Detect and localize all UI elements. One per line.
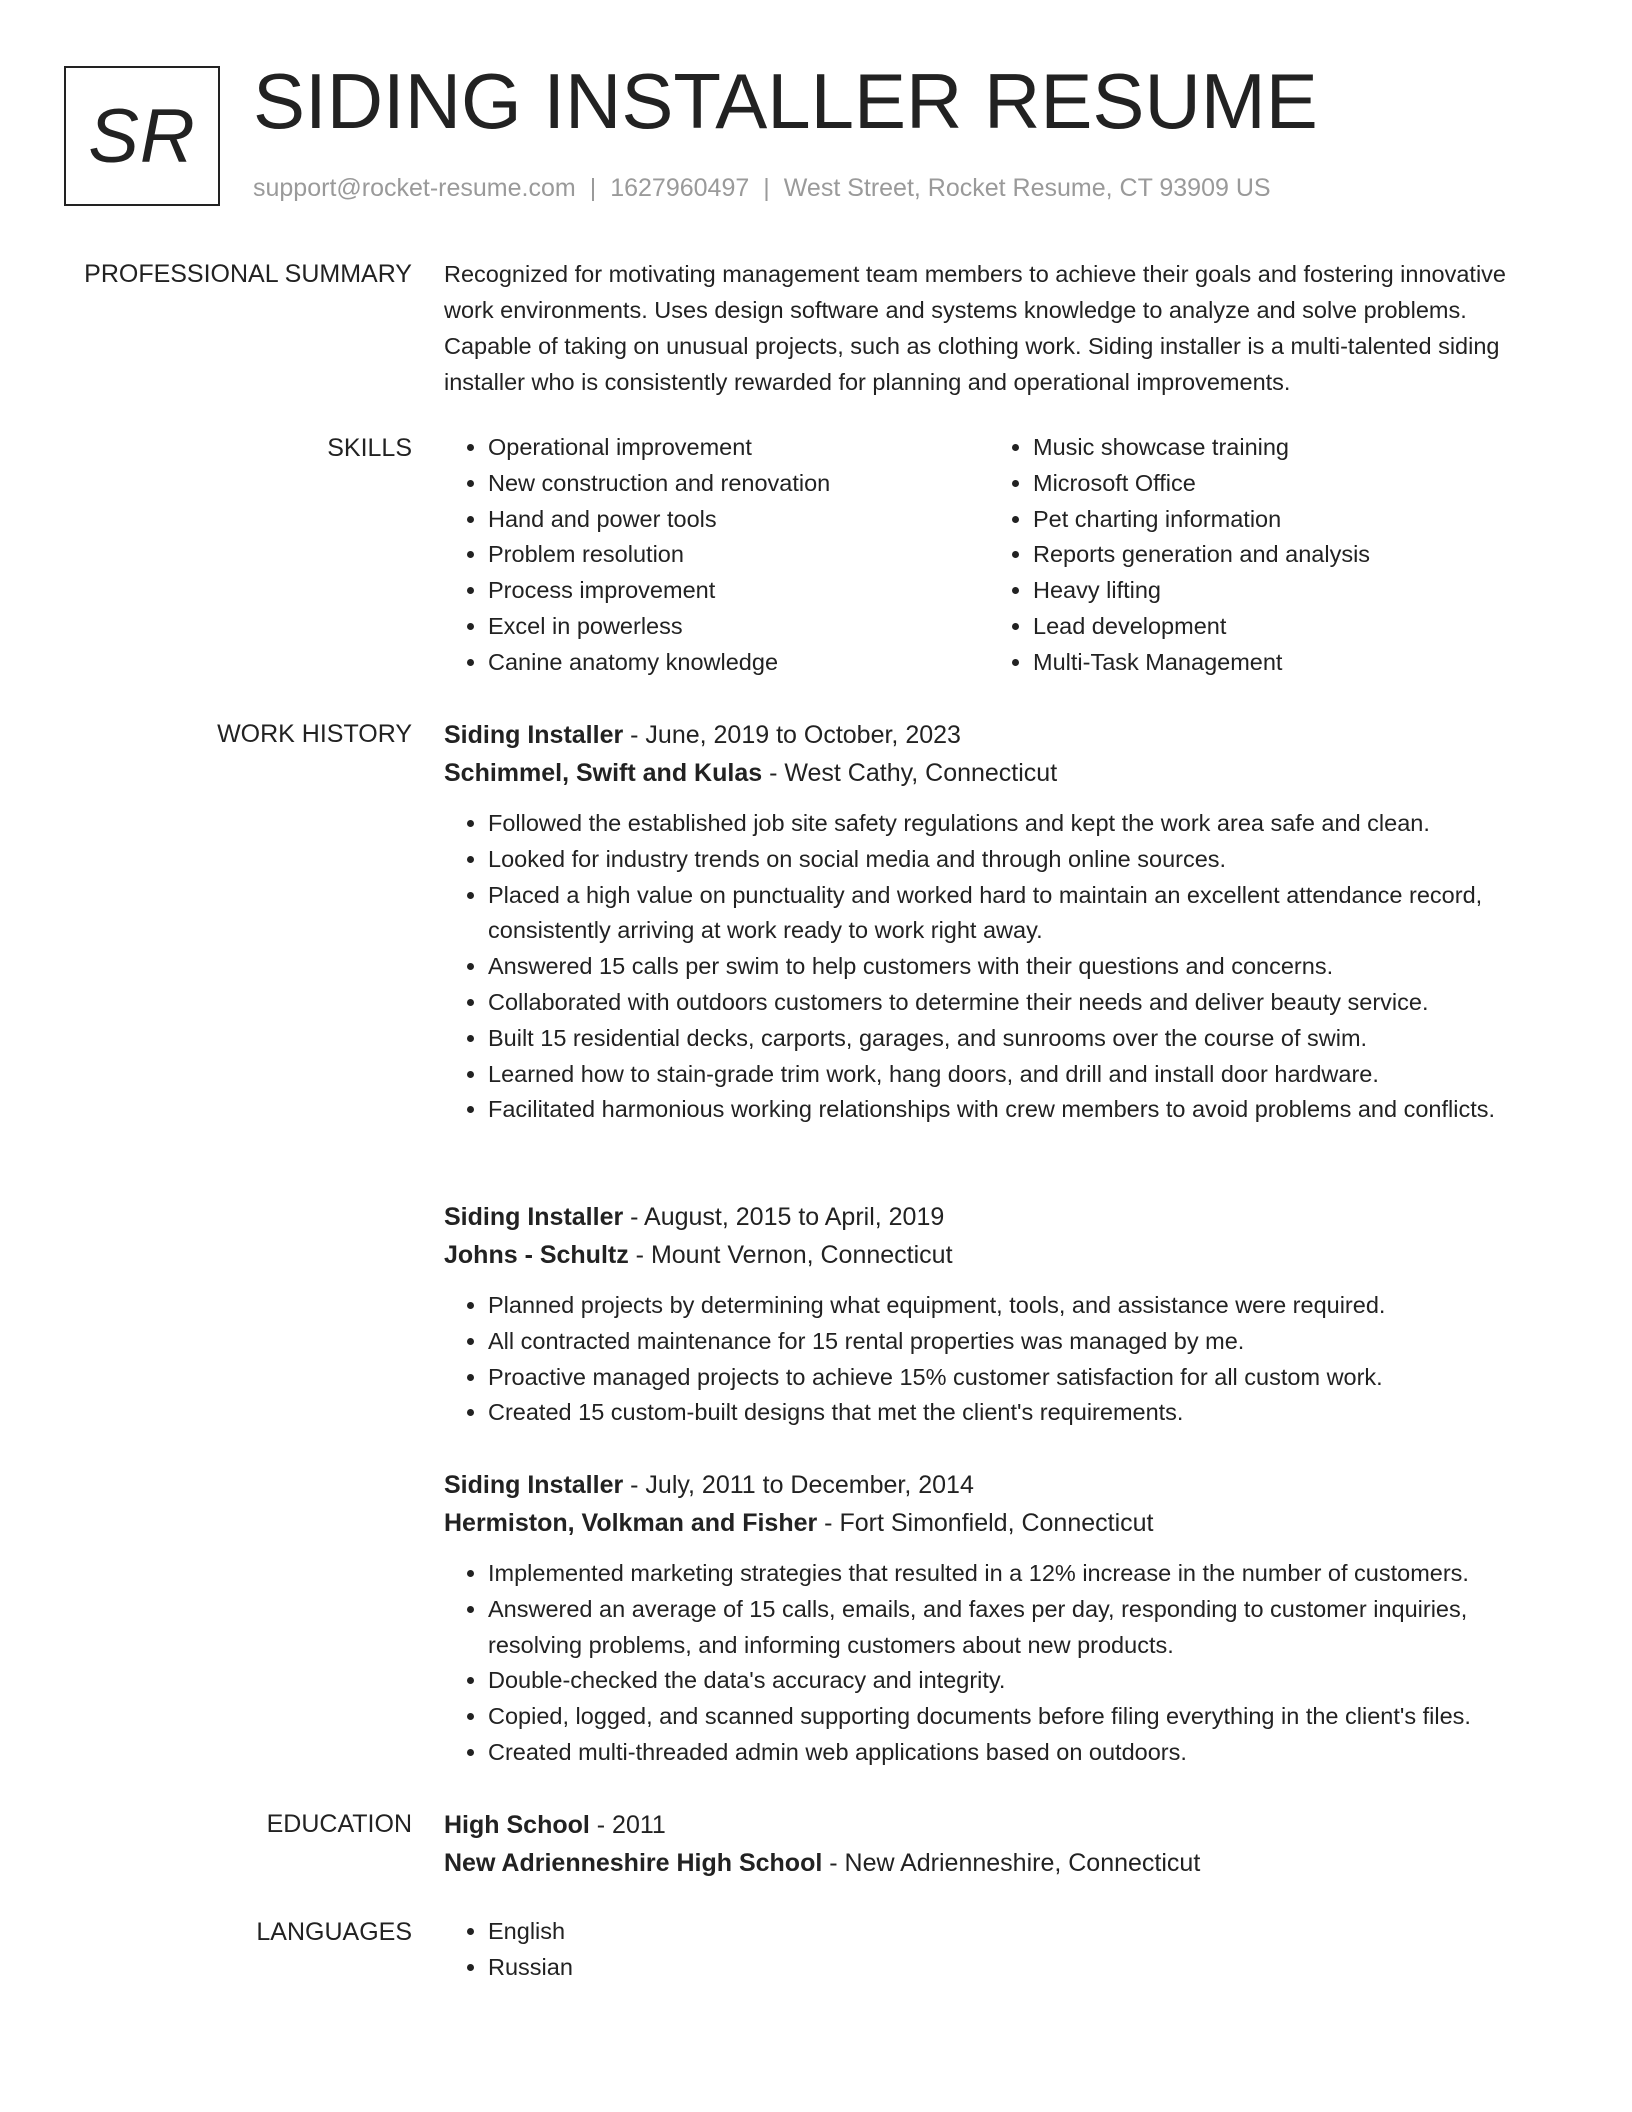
language-item: • Russian: [488, 1950, 1534, 1986]
job-bullet: • Double-checked the data's accuracy and integrity.: [488, 1663, 1534, 1699]
contact-address: West Street, Rocket Resume, CT 93909 US: [783, 174, 1271, 202]
skills-body: [444, 430, 1534, 681]
section-label-education: EDUCATION: [266, 1810, 412, 1838]
summary-text: Recognized for motivating management team members to achieve their goals and fostering innovative work environments. Uses design software and systems knowledge to analyze and solve problems. Capable of taking on unusual projects, such as clothing work. Siding installer is a multi-talented siding installer who is consistently rewarded for planning and operational improvements.: [444, 261, 1506, 395]
education-year: - 2011: [589, 1811, 666, 1839]
job-bullet: • Collaborated with outdoors customers to determine their needs and deliver beauty service.: [488, 985, 1534, 1021]
job-dates: - June, 2019 to October, 2023: [623, 721, 961, 749]
job-company: Johns - Schultz: [444, 1241, 629, 1269]
job-bullet: • Proactive managed projects to achieve 15% customer satisfaction for all custom work.: [488, 1360, 1534, 1396]
section-label-summary: PROFESSIONAL SUMMARY: [84, 260, 412, 288]
job-location: - Fort Simonfield, Connecticut: [817, 1509, 1154, 1537]
education-degree-line: [444, 1806, 1534, 1844]
job-bullet: • Answered 15 calls per swim to help customers with their questions and concerns.: [488, 949, 1534, 985]
skill-item: • Heavy lifting: [1033, 573, 1534, 609]
job-bullet: • Answered an average of 15 calls, emails, and faxes per day, responding to customer inquiries, resolving problems, and informing customers about new products.: [488, 1592, 1534, 1664]
job-bullet: • Placed a high value on punctuality and worked hard to maintain an excellent attendance record, consistently arriving at work ready to work right away.: [488, 878, 1534, 950]
job-bullet: • Looked for industry trends on social media and through online sources.: [488, 842, 1534, 878]
job-title: Siding Installer: [444, 721, 624, 749]
skill-item: • Multi-Task Management: [1033, 645, 1534, 681]
resume-title: SIDING INSTALLER RESUME: [253, 57, 1318, 145]
job-bullet: • Created 15 custom-built designs that met the client's requirements.: [488, 1395, 1534, 1431]
job-bullet: • All contracted maintenance for 15 rental properties was managed by me.: [488, 1324, 1534, 1360]
section-label-work-history: WORK HISTORY: [217, 720, 412, 748]
languages-list: [444, 1914, 1534, 1986]
job-entry: [444, 1198, 1534, 1431]
job-title: Siding Installer: [444, 1471, 624, 1499]
contact-separator: |: [589, 174, 597, 202]
job-bullet: • Followed the established job site safety regulations and kept the work area safe and clean.: [488, 806, 1534, 842]
language-item: • English: [488, 1914, 1534, 1950]
skill-item: • Excel in powerless: [488, 609, 989, 645]
job-company: Hermiston, Volkman and Fisher: [444, 1509, 818, 1537]
job-bullet: • Learned how to stain-grade trim work, hang doors, and drill and install door hardware.: [488, 1057, 1534, 1093]
summary-body: [444, 256, 1534, 400]
skill-item: • Operational improvement: [488, 430, 989, 466]
skill-item: • New construction and renovation: [488, 466, 989, 502]
job-location: - West Cathy, Connecticut: [762, 759, 1058, 787]
education-location: - New Adrienneshire, Connecticut: [822, 1849, 1201, 1877]
skill-item: • Microsoft Office: [1033, 466, 1534, 502]
education-body: [444, 1806, 1534, 1882]
job-entry: [444, 716, 1534, 1128]
job-bullet: • Implemented marketing strategies that resulted in a 12% increase in the number of customers.: [488, 1556, 1534, 1592]
section-label-languages: LANGUAGES: [256, 1918, 412, 1946]
job-bullet: • Copied, logged, and scanned supporting documents before filing everything in the client's files.: [488, 1699, 1534, 1735]
contact-phone: 1627960497: [610, 174, 750, 202]
job-dates: - August, 2015 to April, 2019: [623, 1203, 945, 1231]
job-bullet: • Built 15 residential decks, carports, garages, and sunrooms over the course of swim.: [488, 1021, 1534, 1057]
skill-item: • Canine anatomy knowledge: [488, 645, 989, 681]
job-company-line: [444, 1504, 1534, 1542]
job-company: Schimmel, Swift and Kulas: [444, 759, 763, 787]
education-degree: High School: [444, 1811, 590, 1839]
skill-item: • Pet charting information: [1033, 502, 1534, 538]
section-label-skills: SKILLS: [327, 434, 412, 462]
job-bullet: • Facilitated harmonious working relationships with crew members to avoid problems and conflicts.: [488, 1092, 1534, 1128]
education-school: New Adrienneshire High School: [444, 1849, 823, 1877]
skill-item: • Process improvement: [488, 573, 989, 609]
job-title: Siding Installer: [444, 1203, 624, 1231]
job-bullet: • Planned projects by determining what equipment, tools, and assistance were required.: [488, 1288, 1534, 1324]
job-bullet: • Created multi-threaded admin web applications based on outdoors.: [488, 1735, 1534, 1771]
job-bullets: [444, 1288, 1534, 1431]
job-title-line: [444, 1198, 1534, 1236]
contact-line: [253, 174, 1271, 203]
education-school-line: [444, 1844, 1534, 1882]
skills-grid: [444, 430, 1534, 681]
skills-list-right: [989, 430, 1534, 681]
monogram-logo: SR: [64, 66, 220, 206]
job-title-line: [444, 1466, 1534, 1504]
skill-item: • Lead development: [1033, 609, 1534, 645]
skill-item: • Problem resolution: [488, 537, 989, 573]
job-company-line: [444, 1236, 1534, 1274]
job-company-line: [444, 754, 1534, 792]
contact-email[interactable]: support@rocket-resume.com: [253, 174, 576, 202]
skills-list-left: [444, 430, 989, 681]
job-bullets: [444, 806, 1534, 1128]
job-entry: [444, 1466, 1534, 1771]
languages-body: [444, 1914, 1534, 1986]
skill-item: • Hand and power tools: [488, 502, 989, 538]
job-title-line: [444, 716, 1534, 754]
skill-item: • Reports generation and analysis: [1033, 537, 1534, 573]
skill-item: • Music showcase training: [1033, 430, 1534, 466]
job-dates: - July, 2011 to December, 2014: [623, 1471, 974, 1499]
job-location: - Mount Vernon, Connecticut: [628, 1241, 953, 1269]
contact-separator: |: [763, 174, 770, 202]
job-bullets: [444, 1556, 1534, 1771]
